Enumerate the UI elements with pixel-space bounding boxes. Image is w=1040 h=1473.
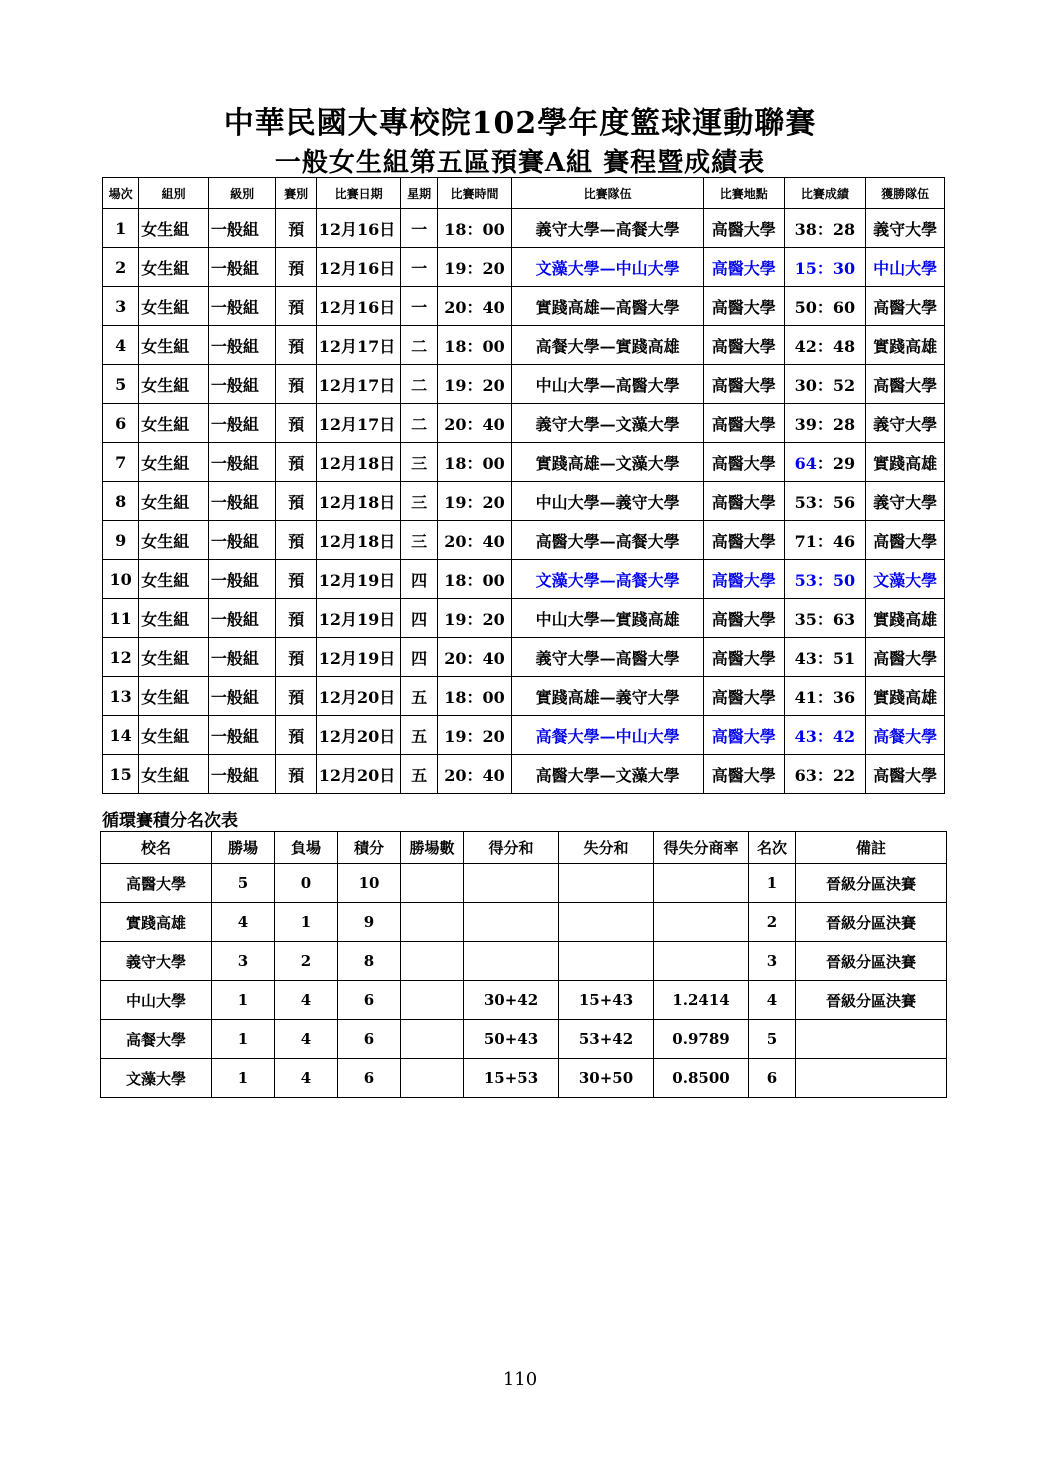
- weekday-cell: 四: [401, 638, 437, 677]
- points-cell: 9: [338, 903, 401, 942]
- level-cell: 一般組: [208, 248, 276, 287]
- schedule-header-row: [103, 178, 945, 209]
- standings-row: [101, 903, 947, 942]
- note-cell: [796, 1059, 947, 1098]
- scored-cell: [464, 903, 559, 942]
- score-rest: ：29: [816, 453, 856, 473]
- time-cell: 18：00: [437, 677, 512, 716]
- date-cell: 12月18日: [316, 443, 401, 482]
- teams-cell: 實踐高雄—文藻大學: [512, 443, 704, 482]
- group-cell: 女生組: [139, 560, 209, 599]
- score-cell: 35：63: [784, 599, 866, 638]
- match-no-cell: 6: [103, 404, 139, 443]
- venue-cell: 高醫大學: [703, 755, 784, 794]
- teams-cell: 中山大學—高醫大學: [512, 365, 704, 404]
- standings-row: [101, 1059, 947, 1098]
- time-cell: 18：00: [437, 560, 512, 599]
- schedule-row: [103, 209, 945, 248]
- venue-cell: 高醫大學: [703, 326, 784, 365]
- stage-cell: 預: [276, 560, 316, 599]
- note-cell: 晉級分區決賽: [796, 942, 947, 981]
- col-header-rank: 名次: [749, 832, 796, 864]
- group-cell: 女生組: [139, 209, 209, 248]
- winner-cell: 高醫大學: [866, 638, 945, 677]
- score-cell: 50：60: [784, 287, 866, 326]
- note-cell: [796, 1020, 947, 1059]
- stage-cell: 預: [276, 521, 316, 560]
- venue-cell: 高醫大學: [703, 560, 784, 599]
- time-cell: 19：20: [437, 599, 512, 638]
- level-cell: 一般組: [208, 209, 276, 248]
- col-header-level: 級別: [208, 178, 276, 209]
- win-count-cell: [401, 864, 464, 903]
- document-title: 中華民國大專校院102學年度籃球運動聯賽: [223, 106, 817, 141]
- win-count-cell: [401, 1020, 464, 1059]
- winner-cell: 實踐高雄: [866, 599, 945, 638]
- points-cell: 6: [338, 981, 401, 1020]
- col-header-date: 比賽日期: [316, 178, 401, 209]
- teams-cell: 中山大學—義守大學: [512, 482, 704, 521]
- schedule-row: [103, 443, 945, 482]
- group-cell: 女生組: [139, 755, 209, 794]
- col-header-points: 積分: [338, 832, 401, 864]
- time-cell: 19：20: [437, 365, 512, 404]
- win-count-cell: [401, 903, 464, 942]
- scored-cell: [464, 942, 559, 981]
- col-header-wins: 勝場: [212, 832, 275, 864]
- rank-cell: 2: [749, 903, 796, 942]
- venue-cell: 高醫大學: [703, 443, 784, 482]
- time-cell: 19：20: [437, 716, 512, 755]
- venue-cell: 高醫大學: [703, 482, 784, 521]
- schedule-row: [103, 716, 945, 755]
- col-header-venue: 比賽地點: [703, 178, 784, 209]
- weekday-cell: 一: [401, 287, 437, 326]
- date-cell: 12月17日: [316, 365, 401, 404]
- date-cell: 12月17日: [316, 404, 401, 443]
- weekday-cell: 三: [401, 482, 437, 521]
- date-cell: 12月20日: [316, 677, 401, 716]
- conceded-cell: 30+50: [559, 1059, 654, 1098]
- points-cell: 10: [338, 864, 401, 903]
- teams-cell: 實踐高雄—義守大學: [512, 677, 704, 716]
- teams-cell: 高醫大學—高餐大學: [512, 521, 704, 560]
- teams-cell: 義守大學—高醫大學: [512, 638, 704, 677]
- note-cell: 晉級分區決賽: [796, 864, 947, 903]
- standings-row: [101, 942, 947, 981]
- winner-cell: 高餐大學: [866, 716, 945, 755]
- standings-row: [101, 1020, 947, 1059]
- winner-cell: 實踐高雄: [866, 443, 945, 482]
- document-subtitle: 一般女生組第五區預賽A組 賽程暨成績表: [274, 148, 766, 178]
- scored-cell: 30+42: [464, 981, 559, 1020]
- match-no-cell: 10: [103, 560, 139, 599]
- winner-cell: 中山大學: [866, 248, 945, 287]
- winner-cell: 高醫大學: [866, 365, 945, 404]
- teams-cell: 高醫大學—文藻大學: [512, 755, 704, 794]
- date-cell: 12月18日: [316, 521, 401, 560]
- teams-cell: 中山大學—實踐高雄: [512, 599, 704, 638]
- col-header-conceded: 失分和: [559, 832, 654, 864]
- losses-cell: 2: [275, 942, 338, 981]
- col-header-losses: 負場: [275, 832, 338, 864]
- match-no-cell: 8: [103, 482, 139, 521]
- ratio-cell: [654, 942, 749, 981]
- date-cell: 12月18日: [316, 482, 401, 521]
- scored-cell: [464, 864, 559, 903]
- level-cell: 一般組: [208, 638, 276, 677]
- stage-cell: 預: [276, 404, 316, 443]
- group-cell: 女生組: [139, 599, 209, 638]
- score-cell: 43：51: [784, 638, 866, 677]
- score-cell: 42：48: [784, 326, 866, 365]
- points-cell: 8: [338, 942, 401, 981]
- time-cell: 20：40: [437, 638, 512, 677]
- venue-cell: 高醫大學: [703, 404, 784, 443]
- rank-cell: 5: [749, 1020, 796, 1059]
- date-cell: 12月19日: [316, 599, 401, 638]
- score-cell: 43：42: [784, 716, 866, 755]
- losses-cell: 4: [275, 1020, 338, 1059]
- col-header-teams: 比賽隊伍: [512, 178, 704, 209]
- scored-cell: 15+53: [464, 1059, 559, 1098]
- wins-cell: 1: [212, 1020, 275, 1059]
- time-cell: 18：00: [437, 443, 512, 482]
- date-cell: 12月19日: [316, 638, 401, 677]
- losses-cell: 1: [275, 903, 338, 942]
- teams-cell: 義守大學—文藻大學: [512, 404, 704, 443]
- losses-cell: 4: [275, 1059, 338, 1098]
- group-cell: 女生組: [139, 248, 209, 287]
- group-cell: 女生組: [139, 326, 209, 365]
- date-cell: 12月20日: [316, 755, 401, 794]
- winner-cell: 義守大學: [866, 404, 945, 443]
- school-cell: 高餐大學: [101, 1020, 212, 1059]
- schedule-row: [103, 365, 945, 404]
- teams-cell: 文藻大學—中山大學: [512, 248, 704, 287]
- time-cell: 20：40: [437, 521, 512, 560]
- weekday-cell: 一: [401, 248, 437, 287]
- group-cell: 女生組: [139, 443, 209, 482]
- weekday-cell: 二: [401, 404, 437, 443]
- level-cell: 一般組: [208, 287, 276, 326]
- col-header-school: 校名: [101, 832, 212, 864]
- teams-cell: 實踐高雄—高醫大學: [512, 287, 704, 326]
- level-cell: 一般組: [208, 677, 276, 716]
- group-cell: 女生組: [139, 287, 209, 326]
- col-header-match-no: 場次: [103, 178, 139, 209]
- schedule-row: [103, 248, 945, 287]
- wins-cell: 4: [212, 903, 275, 942]
- group-cell: 女生組: [139, 482, 209, 521]
- schedule-row: [103, 287, 945, 326]
- win-count-cell: [401, 1059, 464, 1098]
- venue-cell: 高醫大學: [703, 521, 784, 560]
- winner-cell: 文藻大學: [866, 560, 945, 599]
- schedule-row: [103, 560, 945, 599]
- schedule-table: [102, 177, 945, 794]
- rank-cell: 4: [749, 981, 796, 1020]
- school-cell: 中山大學: [101, 981, 212, 1020]
- weekday-cell: 三: [401, 521, 437, 560]
- weekday-cell: 四: [401, 599, 437, 638]
- match-no-cell: 4: [103, 326, 139, 365]
- stage-cell: 預: [276, 638, 316, 677]
- score-cell: 41：36: [784, 677, 866, 716]
- school-cell: 高醫大學: [101, 864, 212, 903]
- level-cell: 一般組: [208, 482, 276, 521]
- ratio-cell: 0.9789: [654, 1020, 749, 1059]
- standings-header-row: [101, 832, 947, 864]
- standings-row: [101, 864, 947, 903]
- score-cell: 30：52: [784, 365, 866, 404]
- winner-cell: 實踐高雄: [866, 677, 945, 716]
- points-cell: 6: [338, 1059, 401, 1098]
- rank-cell: 1: [749, 864, 796, 903]
- ratio-cell: [654, 903, 749, 942]
- group-cell: 女生組: [139, 638, 209, 677]
- match-no-cell: 5: [103, 365, 139, 404]
- weekday-cell: 五: [401, 716, 437, 755]
- match-no-cell: 12: [103, 638, 139, 677]
- level-cell: 一般組: [208, 326, 276, 365]
- time-cell: 20：40: [437, 404, 512, 443]
- rank-cell: 6: [749, 1059, 796, 1098]
- note-cell: 晉級分區決賽: [796, 981, 947, 1020]
- col-header-time: 比賽時間: [437, 178, 512, 209]
- date-cell: 12月16日: [316, 287, 401, 326]
- date-cell: 12月16日: [316, 248, 401, 287]
- time-cell: 19：20: [437, 482, 512, 521]
- weekday-cell: 二: [401, 365, 437, 404]
- rank-cell: 3: [749, 942, 796, 981]
- score-cell: 38：28: [784, 209, 866, 248]
- score-cell: 63：22: [784, 755, 866, 794]
- conceded-cell: [559, 903, 654, 942]
- ratio-cell: [654, 864, 749, 903]
- teams-cell: 文藻大學—高餐大學: [512, 560, 704, 599]
- col-header-weekday: 星期: [401, 178, 437, 209]
- winner-cell: 實踐高雄: [866, 326, 945, 365]
- schedule-row: [103, 404, 945, 443]
- group-cell: 女生組: [139, 365, 209, 404]
- schedule-row: [103, 521, 945, 560]
- col-header-scored: 得分和: [464, 832, 559, 864]
- col-header-winner: 獲勝隊伍: [866, 178, 945, 209]
- stage-cell: 預: [276, 599, 316, 638]
- score-cell: 53：50: [784, 560, 866, 599]
- group-cell: 女生組: [139, 404, 209, 443]
- stage-cell: 預: [276, 755, 316, 794]
- weekday-cell: 五: [401, 677, 437, 716]
- venue-cell: 高醫大學: [703, 599, 784, 638]
- standings-row: [101, 981, 947, 1020]
- date-cell: 12月17日: [316, 326, 401, 365]
- match-no-cell: 14: [103, 716, 139, 755]
- stage-cell: 預: [276, 248, 316, 287]
- teams-cell: 高餐大學—中山大學: [512, 716, 704, 755]
- winner-cell: 義守大學: [866, 482, 945, 521]
- school-cell: 義守大學: [101, 942, 212, 981]
- note-cell: 晉級分區決賽: [796, 903, 947, 942]
- col-header-group: 組別: [139, 178, 209, 209]
- venue-cell: 高醫大學: [703, 677, 784, 716]
- score-highlight: 64: [794, 453, 817, 473]
- group-cell: 女生組: [139, 677, 209, 716]
- score-cell: 71：46: [784, 521, 866, 560]
- wins-cell: 5: [212, 864, 275, 903]
- schedule-row: [103, 326, 945, 365]
- schedule-row: [103, 677, 945, 716]
- standings-caption: 循環賽積分名次表: [102, 811, 238, 831]
- match-no-cell: 11: [103, 599, 139, 638]
- weekday-cell: 一: [401, 209, 437, 248]
- level-cell: 一般組: [208, 365, 276, 404]
- time-cell: 18：00: [437, 326, 512, 365]
- scored-cell: 50+43: [464, 1020, 559, 1059]
- points-cell: 6: [338, 1020, 401, 1059]
- winner-cell: 高醫大學: [866, 287, 945, 326]
- weekday-cell: 三: [401, 443, 437, 482]
- match-no-cell: 1: [103, 209, 139, 248]
- conceded-cell: 53+42: [559, 1020, 654, 1059]
- date-cell: 12月19日: [316, 560, 401, 599]
- match-no-cell: 7: [103, 443, 139, 482]
- teams-cell: 義守大學—高餐大學: [512, 209, 704, 248]
- stage-cell: 預: [276, 443, 316, 482]
- conceded-cell: 15+43: [559, 981, 654, 1020]
- venue-cell: 高醫大學: [703, 248, 784, 287]
- date-cell: 12月20日: [316, 716, 401, 755]
- weekday-cell: 二: [401, 326, 437, 365]
- schedule-row: [103, 482, 945, 521]
- time-cell: 20：40: [437, 287, 512, 326]
- stage-cell: 預: [276, 209, 316, 248]
- conceded-cell: [559, 864, 654, 903]
- time-cell: 19：20: [437, 248, 512, 287]
- match-no-cell: 13: [103, 677, 139, 716]
- ratio-cell: 0.8500: [654, 1059, 749, 1098]
- conceded-cell: [559, 942, 654, 981]
- winner-cell: 高醫大學: [866, 755, 945, 794]
- stage-cell: 預: [276, 482, 316, 521]
- col-header-stage: 賽別: [276, 178, 316, 209]
- level-cell: 一般組: [208, 521, 276, 560]
- col-header-win-count: 勝場數: [401, 832, 464, 864]
- weekday-cell: 四: [401, 560, 437, 599]
- level-cell: 一般組: [208, 716, 276, 755]
- col-header-ratio: 得失分商率: [654, 832, 749, 864]
- col-header-note: 備註: [796, 832, 947, 864]
- weekday-cell: 五: [401, 755, 437, 794]
- score-cell: 39：28: [784, 404, 866, 443]
- wins-cell: 3: [212, 942, 275, 981]
- match-no-cell: 9: [103, 521, 139, 560]
- wins-cell: 1: [212, 981, 275, 1020]
- winner-cell: 高醫大學: [866, 521, 945, 560]
- match-no-cell: 2: [103, 248, 139, 287]
- match-no-cell: 15: [103, 755, 139, 794]
- stage-cell: 預: [276, 365, 316, 404]
- win-count-cell: [401, 981, 464, 1020]
- schedule-row: [103, 599, 945, 638]
- score-cell: 15：30: [784, 248, 866, 287]
- venue-cell: 高醫大學: [703, 638, 784, 677]
- level-cell: 一般組: [208, 443, 276, 482]
- winner-cell: 義守大學: [866, 209, 945, 248]
- wins-cell: 1: [212, 1059, 275, 1098]
- stage-cell: 預: [276, 677, 316, 716]
- school-cell: 實踐高雄: [101, 903, 212, 942]
- page-number: 110: [502, 1369, 538, 1390]
- level-cell: 一般組: [208, 599, 276, 638]
- group-cell: 女生組: [139, 716, 209, 755]
- stage-cell: 預: [276, 287, 316, 326]
- venue-cell: 高醫大學: [703, 365, 784, 404]
- teams-cell: 高餐大學—實踐高雄: [512, 326, 704, 365]
- ratio-cell: 1.2414: [654, 981, 749, 1020]
- school-cell: 文藻大學: [101, 1059, 212, 1098]
- schedule-row: [103, 755, 945, 794]
- score-cell: [784, 443, 866, 482]
- schedule-row: [103, 638, 945, 677]
- date-cell: 12月16日: [316, 209, 401, 248]
- stage-cell: 預: [276, 716, 316, 755]
- level-cell: 一般組: [208, 755, 276, 794]
- stage-cell: 預: [276, 326, 316, 365]
- col-header-score: 比賽成績: [784, 178, 866, 209]
- match-no-cell: 3: [103, 287, 139, 326]
- venue-cell: 高醫大學: [703, 287, 784, 326]
- standings-table: [100, 831, 947, 1098]
- time-cell: 20：40: [437, 755, 512, 794]
- venue-cell: 高醫大學: [703, 209, 784, 248]
- win-count-cell: [401, 942, 464, 981]
- losses-cell: 4: [275, 981, 338, 1020]
- losses-cell: 0: [275, 864, 338, 903]
- venue-cell: 高醫大學: [703, 716, 784, 755]
- time-cell: 18：00: [437, 209, 512, 248]
- level-cell: 一般組: [208, 404, 276, 443]
- score-cell: 53：56: [784, 482, 866, 521]
- level-cell: 一般組: [208, 560, 276, 599]
- group-cell: 女生組: [139, 521, 209, 560]
